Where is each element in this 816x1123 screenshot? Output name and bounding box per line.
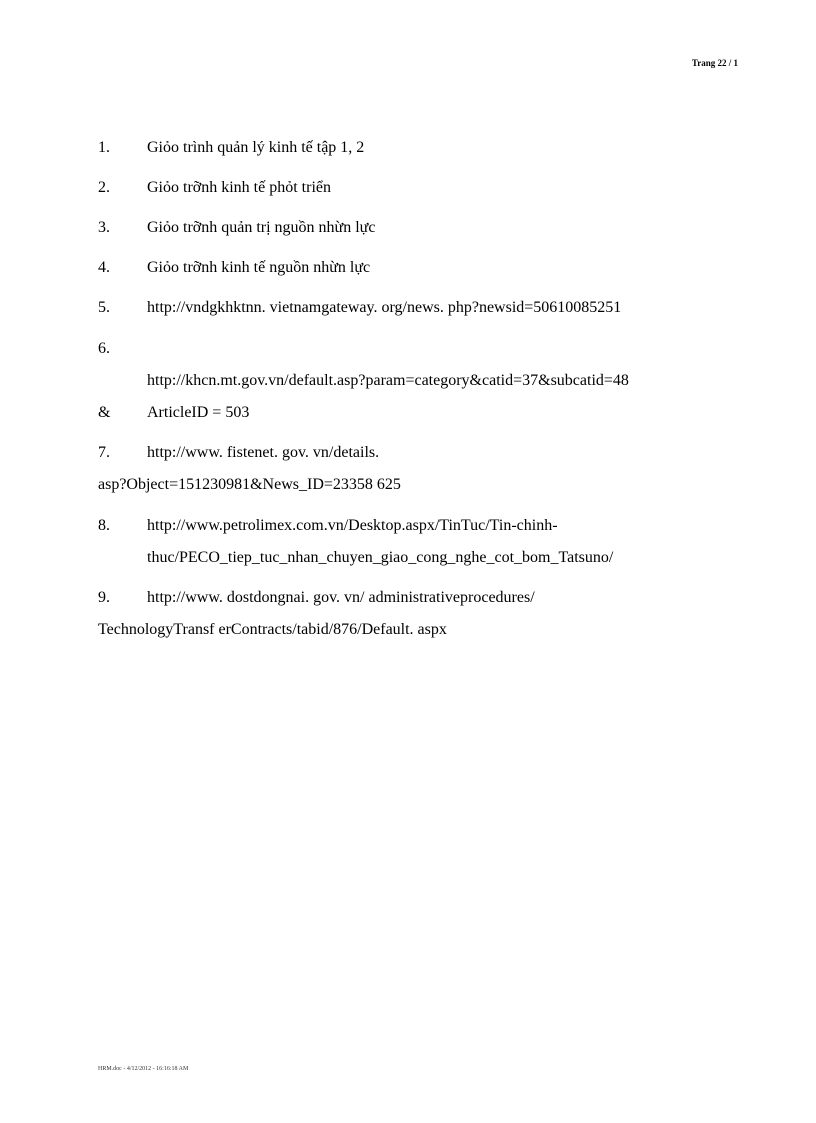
- reference-number: 2.: [98, 179, 110, 196]
- reference-number: 5.: [98, 299, 110, 316]
- reference-continuation: ArticleID = 503: [147, 404, 250, 421]
- reference-continuation: asp?Object=151230981&News_ID=23358 625: [98, 476, 401, 493]
- reference-continuation: thuc/PECO_tiep_tuc_nhan_chuyen_giao_cong_nghe_cot_bom_Tatsuno/: [147, 549, 614, 566]
- reference-number: 8.: [98, 517, 110, 534]
- reference-number: 1.: [98, 139, 110, 156]
- reference-item-1: [98, 138, 364, 158]
- page-number-label: Trang 22 / 1: [691, 58, 738, 68]
- document-footer: HRM.doc - 4/12/2012 - 16:16:18 AM: [98, 1066, 189, 1072]
- reference-number: 9.: [98, 589, 110, 606]
- reference-number: 3.: [98, 219, 110, 236]
- reference-item-3: [98, 218, 375, 238]
- reference-number: 4.: [98, 259, 110, 276]
- reference-text: Giỏo trình quản lý kinh tế tập 1, 2: [147, 139, 365, 156]
- reference-item-7: [98, 443, 379, 463]
- reference-continuation-prefix: &: [98, 404, 111, 421]
- reference-text: Giỏo trỡnh quản trị nguồn nhừn lực: [147, 219, 376, 236]
- reference-link[interactable]: http://vndgkhktnn. vietnamgateway. org/news. php?newsid=50610085251: [147, 299, 622, 316]
- reference-link[interactable]: http://www. dostdongnai. gov. vn/ administrativeprocedures/: [147, 589, 535, 606]
- reference-item-8: [98, 516, 558, 536]
- reference-link[interactable]: http://www.petrolimex.com.vn/Desktop.aspx/TinTuc/Tin-chinh-: [147, 517, 558, 534]
- reference-number: 7.: [98, 444, 110, 461]
- reference-item-4: [98, 258, 370, 278]
- reference-item-6: [98, 339, 147, 359]
- reference-link[interactable]: http://khcn.mt.gov.vn/default.asp?param=category&catid=37&subcatid=48: [147, 372, 629, 389]
- reference-text: Giỏo trỡnh kinh tế nguồn nhừn lực: [147, 259, 371, 276]
- reference-number: 6.: [98, 340, 110, 357]
- reference-item-9: [98, 588, 535, 608]
- reference-item-2: [98, 178, 331, 198]
- reference-link[interactable]: http://www. fistenet. gov. vn/details.: [147, 444, 380, 461]
- reference-continuation: TechnologyTransf erContracts/tabid/876/Default. aspx: [98, 621, 447, 638]
- reference-item-5: [98, 298, 621, 318]
- reference-text: Giỏo trỡnh kinh tế phỏt triển: [147, 179, 331, 196]
